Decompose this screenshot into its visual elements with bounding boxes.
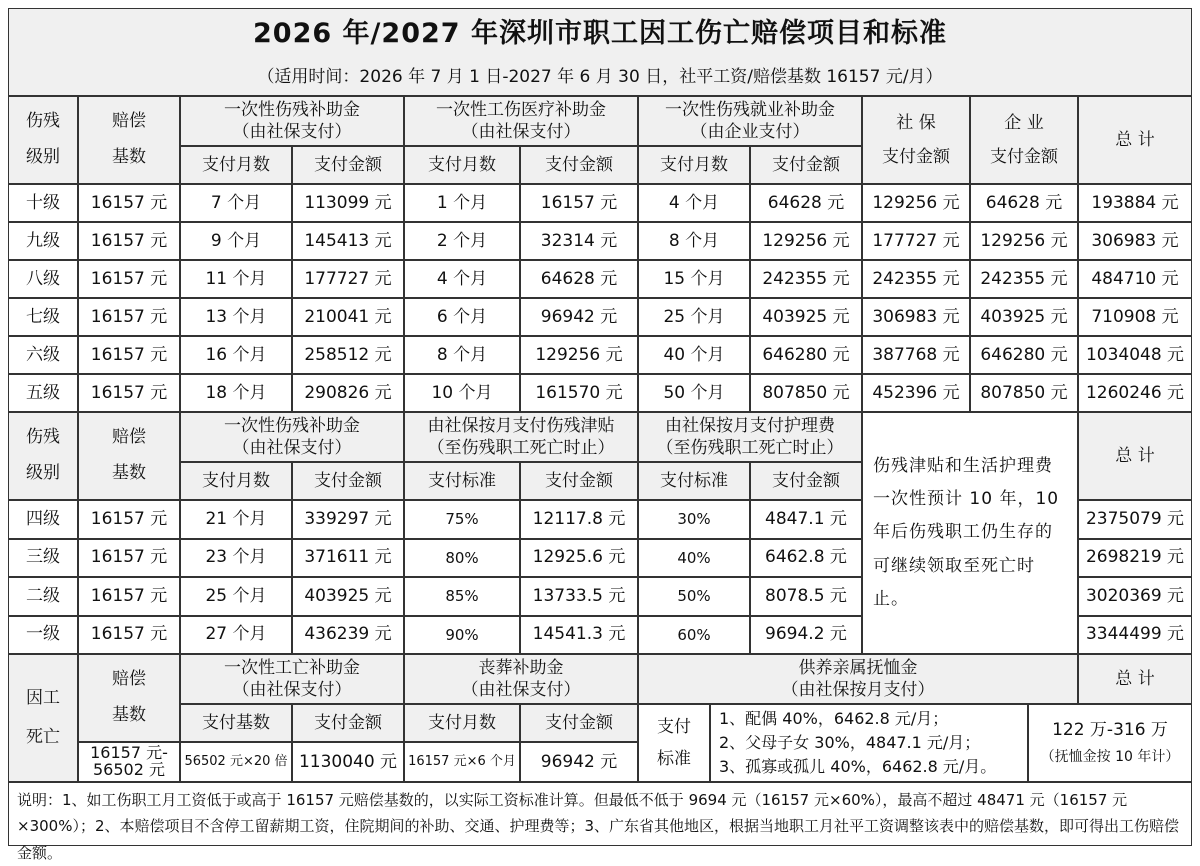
s3-header-base: 赔偿 基数 bbox=[78, 654, 180, 742]
s2-header-group3: 由社保按月支付护理费 （至伤残职工死亡时止） bbox=[638, 412, 862, 462]
s1-cell-g2-months: 10 个月 bbox=[404, 374, 520, 412]
s1-cell-social-amount: 177727 元 bbox=[862, 222, 970, 260]
s2-cell-total: 2375079 元 bbox=[1078, 500, 1192, 539]
s2-header-grade: 伤残 级别 bbox=[8, 412, 78, 500]
s2-cell-g2-standard: 90% bbox=[404, 616, 520, 655]
s1-cell-enterprise-amount: 242355 元 bbox=[970, 260, 1078, 298]
standard-item-1: 1、配偶 40%，6462.8 元/月； bbox=[719, 709, 949, 728]
s2-cell-base: 16157 元 bbox=[78, 577, 180, 616]
s1-cell-g2-months: 1 个月 bbox=[404, 184, 520, 222]
s1-cell-grade: 十级 bbox=[8, 184, 78, 222]
s2-header-group2: 由社保按月支付伤残津贴 （至伤残职工死亡时止） bbox=[404, 412, 638, 462]
s1-cell-g1-months: 18 个月 bbox=[180, 374, 292, 412]
s1-cell-g3-amount: 807850 元 bbox=[750, 374, 862, 412]
s1-cell-g1-months: 11 个月 bbox=[180, 260, 292, 298]
s3-g1-amount: 1130040 元 bbox=[292, 742, 404, 782]
s2-cell-base: 16157 元 bbox=[78, 539, 180, 578]
s2-sub-standard-1: 支付标准 bbox=[404, 462, 520, 500]
s1-cell-g2-amount: 16157 元 bbox=[520, 184, 638, 222]
s2-cell-g3-amount: 4847.1 元 bbox=[750, 500, 862, 539]
s1-cell-enterprise-amount: 807850 元 bbox=[970, 374, 1078, 412]
s2-cell-base: 16157 元 bbox=[78, 500, 180, 539]
s1-cell-grade: 五级 bbox=[8, 374, 78, 412]
s1-cell-g3-months: 4 个月 bbox=[638, 184, 750, 222]
s2-cell-g1-months: 21 个月 bbox=[180, 500, 292, 539]
s1-cell-g3-months: 15 个月 bbox=[638, 260, 750, 298]
s2-cell-grade: 三级 bbox=[8, 539, 78, 578]
page-subtitle: （适用时间：2026 年 7 月 1 日-2027 年 6 月 30 日，社平工资/赔偿基数 16157 元/月） bbox=[8, 60, 1192, 96]
s2-cell-g1-amount: 403925 元 bbox=[292, 577, 404, 616]
s2-cell-g3-standard: 50% bbox=[638, 577, 750, 616]
s3-standard-list bbox=[710, 704, 1028, 782]
s2-cell-g3-amount: 6462.8 元 bbox=[750, 539, 862, 578]
s2-cell-g1-months: 23 个月 bbox=[180, 539, 292, 578]
s2-cell-g1-months: 25 个月 bbox=[180, 577, 292, 616]
s1-sub-months-3: 支付月数 bbox=[638, 146, 750, 184]
s1-cell-g3-months: 8 个月 bbox=[638, 222, 750, 260]
s1-cell-base: 16157 元 bbox=[78, 260, 180, 298]
s1-cell-total: 193884 元 bbox=[1078, 184, 1192, 222]
s2-cell-g3-amount: 8078.5 元 bbox=[750, 577, 862, 616]
s1-header-group2: 一次性工伤医疗补助金 （由社保支付） bbox=[404, 96, 638, 146]
s1-cell-total: 1260246 元 bbox=[1078, 374, 1192, 412]
s2-cell-g1-amount: 339297 元 bbox=[292, 500, 404, 539]
s1-cell-g3-amount: 242355 元 bbox=[750, 260, 862, 298]
s2-cell-g2-standard: 80% bbox=[404, 539, 520, 578]
s3-header-group3: 供养亲属抚恤金 （由社保按月支付） bbox=[638, 654, 1078, 704]
s2-cell-g2-standard: 75% bbox=[404, 500, 520, 539]
s2-cell-g1-amount: 436239 元 bbox=[292, 616, 404, 655]
s2-header-total: 总 计 bbox=[1078, 412, 1192, 500]
s1-cell-g3-amount: 403925 元 bbox=[750, 298, 862, 336]
s2-cell-g3-standard: 40% bbox=[638, 539, 750, 578]
s1-cell-grade: 七级 bbox=[8, 298, 78, 336]
s2-cell-total: 2698219 元 bbox=[1078, 539, 1192, 578]
footnote: 说明：1、如工伤职工月工资低于或高于 16157 元赔偿基数的，以实际工资标准计算。但最低不低于 9694 元（16157 元×60%），最高不超过 48471 元（16157 元×300%）；2、本赔偿项目不含停工留薪期工资，住院期间的补助、交通、护理费等；3、广东省其他地区，根据当地职工月社平工资调整该表中的赔偿基数，即可得出工伤赔偿金额。 bbox=[8, 782, 1192, 846]
s2-cell-grade: 二级 bbox=[8, 577, 78, 616]
s1-cell-social-amount: 387768 元 bbox=[862, 336, 970, 374]
s1-cell-g1-amount: 113099 元 bbox=[292, 184, 404, 222]
s2-cell-g2-standard: 85% bbox=[404, 577, 520, 616]
s1-cell-social-amount: 242355 元 bbox=[862, 260, 970, 298]
s1-cell-grade: 六级 bbox=[8, 336, 78, 374]
s3-sub-amount-2: 支付金额 bbox=[520, 704, 638, 742]
s1-cell-enterprise-amount: 64628 元 bbox=[970, 184, 1078, 222]
s1-cell-g1-amount: 177727 元 bbox=[292, 260, 404, 298]
s1-cell-g2-months: 2 个月 bbox=[404, 222, 520, 260]
s3-standard-label: 支付 标准 bbox=[638, 704, 710, 782]
s3-header-group2: 丧葬补助金 （由社保支付） bbox=[404, 654, 638, 704]
s2-sub-months: 支付月数 bbox=[180, 462, 292, 500]
s1-header-group3: 一次性伤残就业补助金 （由企业支付） bbox=[638, 96, 862, 146]
s1-cell-social-amount: 129256 元 bbox=[862, 184, 970, 222]
s1-cell-g1-amount: 145413 元 bbox=[292, 222, 404, 260]
s1-cell-social-amount: 452396 元 bbox=[862, 374, 970, 412]
s3-total bbox=[1028, 704, 1192, 782]
s3-g1-base: 56502 元×20 倍 bbox=[180, 742, 292, 782]
s1-cell-total: 484710 元 bbox=[1078, 260, 1192, 298]
s1-sub-amount-1: 支付金额 bbox=[292, 146, 404, 184]
s1-cell-grade: 九级 bbox=[8, 222, 78, 260]
s1-cell-g3-months: 40 个月 bbox=[638, 336, 750, 374]
s1-cell-base: 16157 元 bbox=[78, 184, 180, 222]
s3-sub-months: 支付月数 bbox=[404, 704, 520, 742]
s2-cell-g1-months: 27 个月 bbox=[180, 616, 292, 655]
s3-total-note: （抚恤金按 10 年计） bbox=[1040, 749, 1180, 766]
s1-cell-grade: 八级 bbox=[8, 260, 78, 298]
s2-header-base: 赔偿 基数 bbox=[78, 412, 180, 500]
s1-cell-base: 16157 元 bbox=[78, 374, 180, 412]
s3-base-value: 16157 元- 56502 元 bbox=[78, 742, 180, 782]
s1-cell-g2-months: 4 个月 bbox=[404, 260, 520, 298]
s1-cell-g1-amount: 258512 元 bbox=[292, 336, 404, 374]
s1-cell-g3-amount: 646280 元 bbox=[750, 336, 862, 374]
s1-cell-g1-months: 13 个月 bbox=[180, 298, 292, 336]
s1-header-social: 社 保 支付金额 bbox=[862, 96, 970, 184]
s1-header-total: 总 计 bbox=[1078, 96, 1192, 184]
s3-header-group1: 一次性工亡补助金 （由社保支付） bbox=[180, 654, 404, 704]
s1-cell-g2-months: 6 个月 bbox=[404, 298, 520, 336]
s3-sub-amount-1: 支付金额 bbox=[292, 704, 404, 742]
s1-cell-g2-amount: 129256 元 bbox=[520, 336, 638, 374]
s1-cell-base: 16157 元 bbox=[78, 336, 180, 374]
standard-item-2: 2、父母子女 30%，4847.1 元/月； bbox=[719, 733, 981, 752]
s2-cell-g2-amount: 12925.6 元 bbox=[520, 539, 638, 578]
s1-cell-g1-months: 7 个月 bbox=[180, 184, 292, 222]
s3-header-death: 因工 死亡 bbox=[8, 654, 78, 782]
s1-cell-g2-amount: 96942 元 bbox=[520, 298, 638, 336]
s1-header-grade: 伤残 级别 bbox=[8, 96, 78, 184]
standard-item-3: 3、孤寡或孤儿 40%，6462.8 元/月。 bbox=[719, 757, 997, 776]
s1-cell-base: 16157 元 bbox=[78, 298, 180, 336]
s1-header-enterprise: 企 业 支付金额 bbox=[970, 96, 1078, 184]
s1-sub-amount-2: 支付金额 bbox=[520, 146, 638, 184]
s1-cell-g3-amount: 64628 元 bbox=[750, 184, 862, 222]
s2-cell-base: 16157 元 bbox=[78, 616, 180, 655]
s1-header-group1: 一次性伤残补助金 （由社保支付） bbox=[180, 96, 404, 146]
s2-cell-g3-standard: 60% bbox=[638, 616, 750, 655]
s2-cell-g3-amount: 9694.2 元 bbox=[750, 616, 862, 655]
s3-g2-amount: 96942 元 bbox=[520, 742, 638, 782]
s2-cell-grade: 四级 bbox=[8, 500, 78, 539]
s2-cell-g1-amount: 371611 元 bbox=[292, 539, 404, 578]
s1-cell-enterprise-amount: 403925 元 bbox=[970, 298, 1078, 336]
s1-cell-enterprise-amount: 129256 元 bbox=[970, 222, 1078, 260]
s1-cell-g1-months: 16 个月 bbox=[180, 336, 292, 374]
page-title: 2026 年/2027 年深圳市职工因工伤亡赔偿项目和标准 bbox=[8, 8, 1192, 60]
s2-sub-amount-3: 支付金额 bbox=[750, 462, 862, 500]
s3-g2-months: 16157 元×6 个月 bbox=[404, 742, 520, 782]
s2-cell-grade: 一级 bbox=[8, 616, 78, 655]
s2-cell-total: 3020369 元 bbox=[1078, 577, 1192, 616]
s3-total-value: 122 万-316 万 bbox=[1052, 720, 1168, 741]
s1-sub-months-1: 支付月数 bbox=[180, 146, 292, 184]
s1-cell-g3-months: 50 个月 bbox=[638, 374, 750, 412]
s2-cell-g2-amount: 14541.3 元 bbox=[520, 616, 638, 655]
s2-cell-g3-standard: 30% bbox=[638, 500, 750, 539]
s2-sub-standard-2: 支付标准 bbox=[638, 462, 750, 500]
s1-cell-g2-amount: 161570 元 bbox=[520, 374, 638, 412]
compensation-table bbox=[8, 8, 1192, 862]
s1-cell-total: 1034048 元 bbox=[1078, 336, 1192, 374]
s1-cell-total: 306983 元 bbox=[1078, 222, 1192, 260]
s1-cell-total: 710908 元 bbox=[1078, 298, 1192, 336]
s2-sub-amount-2: 支付金额 bbox=[520, 462, 638, 500]
s2-note: 伤残津贴和生活护理费一次性预计 10 年，10 年后伤残职工仍生存的可继续领取至死亡时止。 bbox=[862, 412, 1078, 654]
s1-cell-enterprise-amount: 646280 元 bbox=[970, 336, 1078, 374]
s1-cell-g3-amount: 129256 元 bbox=[750, 222, 862, 260]
s1-cell-g1-amount: 210041 元 bbox=[292, 298, 404, 336]
s1-cell-g2-months: 8 个月 bbox=[404, 336, 520, 374]
s1-cell-social-amount: 306983 元 bbox=[862, 298, 970, 336]
s3-sub-base-count: 支付基数 bbox=[180, 704, 292, 742]
s2-header-group1: 一次性伤残补助金 （由社保支付） bbox=[180, 412, 404, 462]
s1-cell-base: 16157 元 bbox=[78, 222, 180, 260]
s2-cell-total: 3344499 元 bbox=[1078, 616, 1192, 655]
s1-cell-g2-amount: 64628 元 bbox=[520, 260, 638, 298]
s3-header-total: 总 计 bbox=[1078, 654, 1192, 704]
s1-cell-g1-amount: 290826 元 bbox=[292, 374, 404, 412]
s1-cell-g3-months: 25 个月 bbox=[638, 298, 750, 336]
s2-cell-g2-amount: 12117.8 元 bbox=[520, 500, 638, 539]
s2-sub-amount-1: 支付金额 bbox=[292, 462, 404, 500]
s2-cell-g2-amount: 13733.5 元 bbox=[520, 577, 638, 616]
s1-sub-months-2: 支付月数 bbox=[404, 146, 520, 184]
s1-header-base: 赔偿 基数 bbox=[78, 96, 180, 184]
s1-cell-g2-amount: 32314 元 bbox=[520, 222, 638, 260]
s1-sub-amount-3: 支付金额 bbox=[750, 146, 862, 184]
s1-cell-g1-months: 9 个月 bbox=[180, 222, 292, 260]
